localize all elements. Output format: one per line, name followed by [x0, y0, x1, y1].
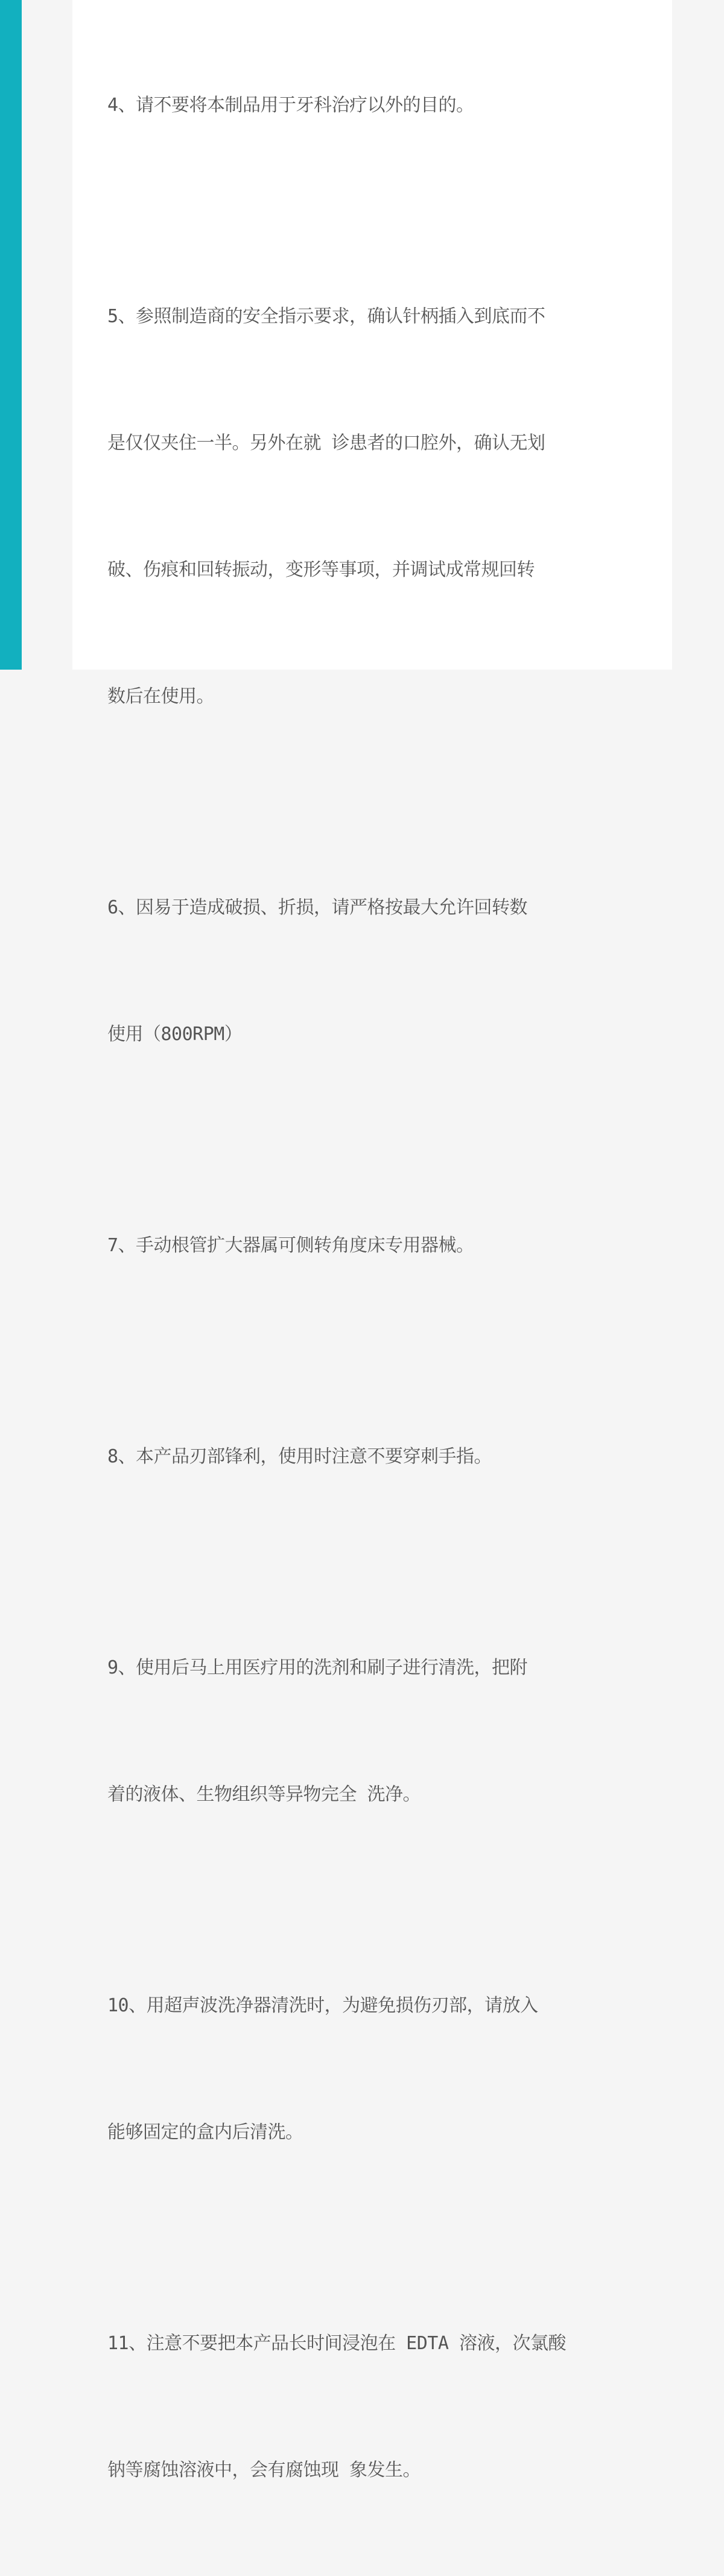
precaution-text-line: 6、因易于造成破损、折损，请严格按最大允许回转数	[107, 897, 528, 918]
precaution-item-10	[107, 1900, 590, 2238]
precaution-text-line: 4、请不要将本制品用于牙科治疗以外的目的。	[107, 95, 474, 116]
precaution-text-line: 5、参照制造商的安全指示要求，确认针柄插入到底而不	[107, 306, 545, 327]
precaution-item-5	[107, 211, 590, 802]
precaution-text-line: 使用（800RPM）	[107, 1024, 243, 1045]
precaution-text-line: 11、注意不要把本产品长时间浸泡在 EDTA 溶液，次氯酸	[107, 2333, 566, 2354]
precaution-text-line: 是仅仅夹住一半。另外在就 诊患者的口腔外，确认无划	[107, 433, 545, 454]
precaution-text-line: 10、用超声波洗净器清洗时，为避免损伤刃部，请放入	[107, 1995, 538, 2016]
precaution-text-line: 钠等腐蚀溶液中，会有腐蚀现 象发生。	[107, 2460, 421, 2481]
precaution-item-8	[107, 1351, 590, 1562]
precaution-text-line: 数后在使用。	[107, 686, 214, 707]
precaution-item-6	[107, 802, 590, 1140]
precautions-list	[107, 0, 590, 2576]
precaution-text-line: 9、使用后马上用医疗用的洗剂和刷子进行清洗，把附	[107, 1657, 528, 1678]
precaution-text-line: 8、本产品刃部锋利，使用时注意不要穿刺手指。	[107, 1446, 492, 1467]
precaution-text-line: 着的液体、生物组织等异物完全 洗净。	[107, 1784, 421, 1805]
accent-side-bar	[0, 0, 22, 670]
precaution-item-7	[107, 1140, 590, 1351]
precaution-text-line: 7、手动根管扩大器属可侧转角度床专用器械。	[107, 1235, 474, 1256]
precaution-item-4	[107, 0, 590, 211]
precaution-item-11	[107, 2238, 590, 2576]
precaution-text-line: 破、伤痕和回转振动，变形等事项，并调试成常规回转	[107, 559, 535, 580]
precaution-text-line: 能够固定的盒内后清洗。	[107, 2122, 303, 2143]
precaution-item-9	[107, 1562, 590, 1900]
